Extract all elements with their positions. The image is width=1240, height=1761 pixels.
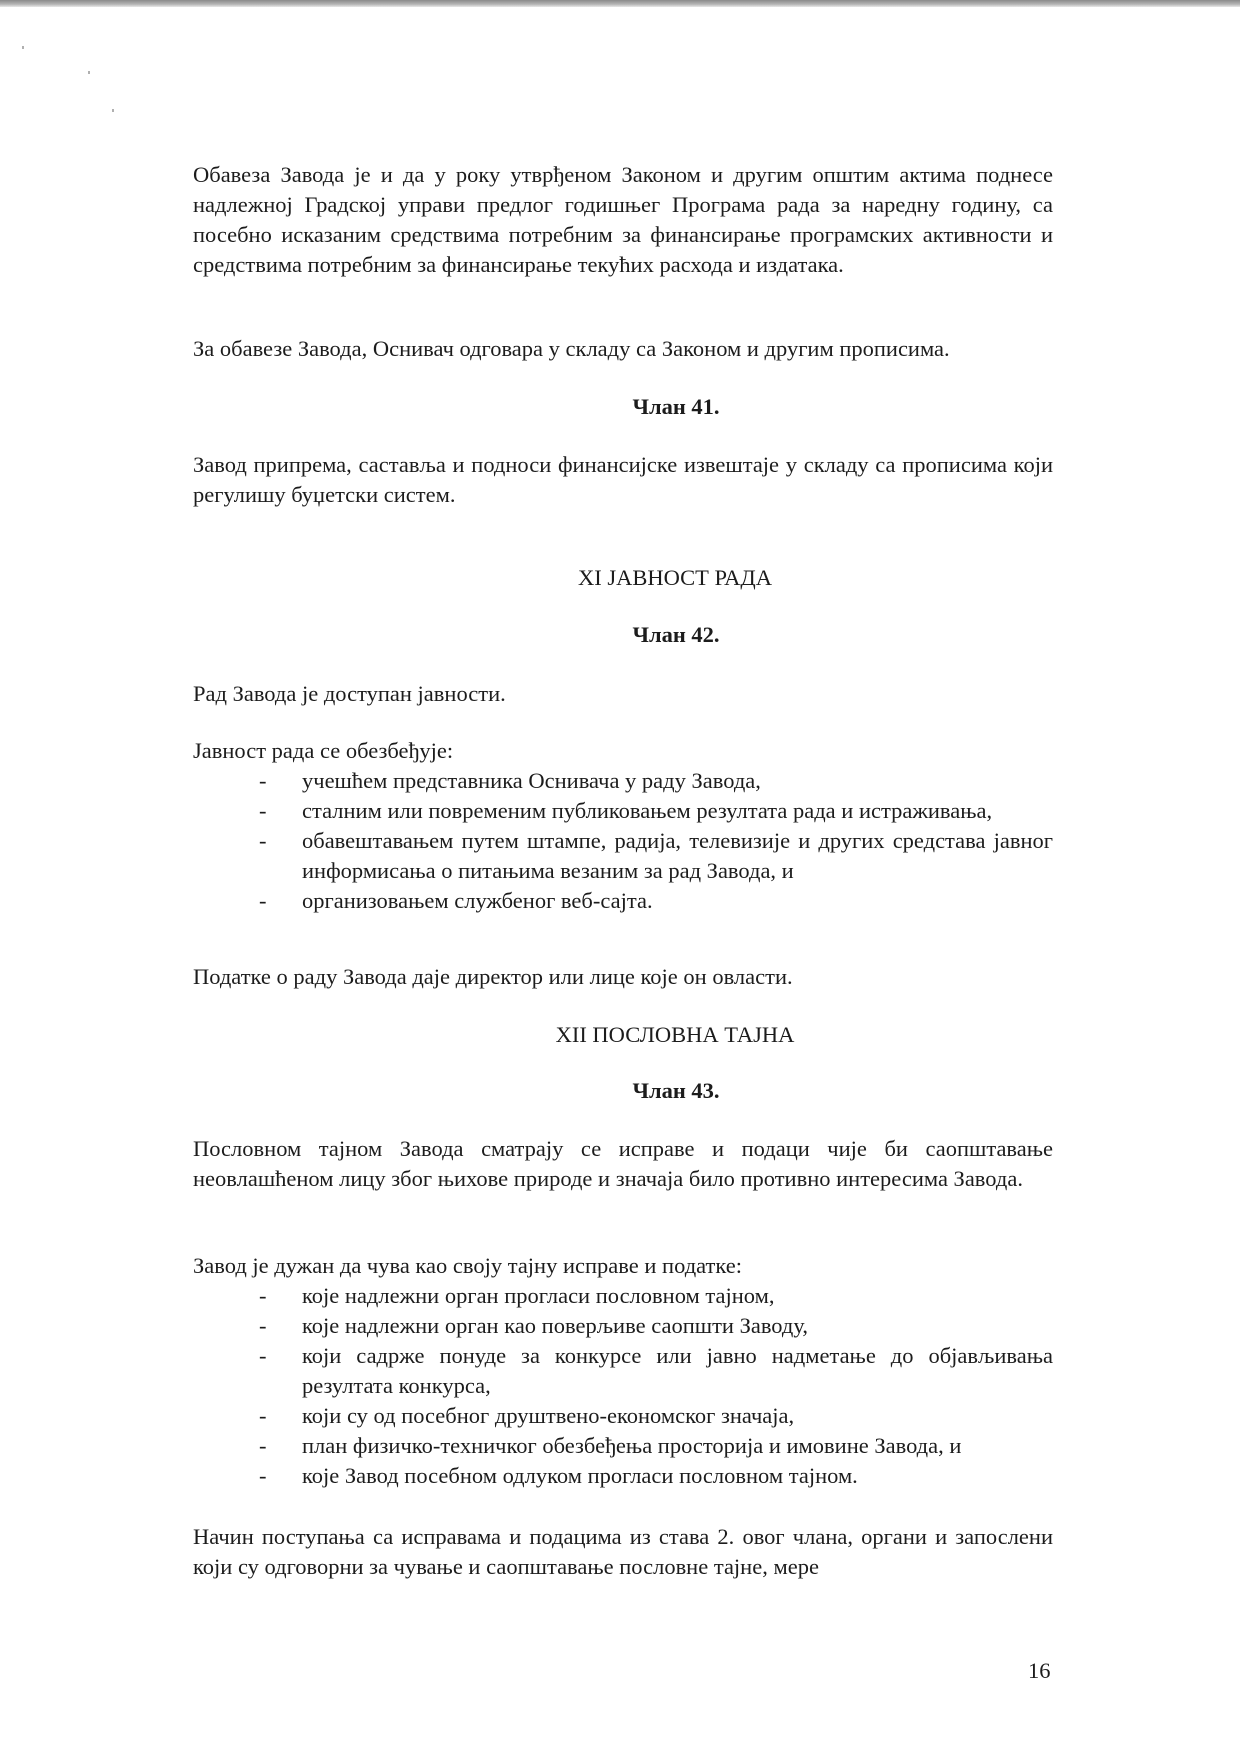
list-item [193,1281,1053,1311]
dash-bullet: - [259,798,267,823]
dash-bullet: - [259,888,267,913]
section-xi-heading: XI ЈАВНОСТ РАДА [577,565,772,590]
list-item-text: који су од посебног друштвено-економског значаја, [302,1403,795,1428]
dash-bullet: - [259,1283,267,1308]
article-42-title: Члан 42. [632,622,720,647]
list-item [193,826,1053,886]
scan-speck [88,71,90,74]
list-item-text: план физичко-техничког обезбеђења просторија и имовине Завода, и [302,1433,962,1458]
paragraph-business-secret-definition: Пословном тајном Завода сматрају се исправе и подаци чије би саопштавање неовлашћеном лицу због њихове природе и значаја било противно интересима Завода. [193,1136,1053,1191]
list-item [193,796,1053,826]
paragraph-director-info: Податке о раду Завода даје директор или лице које он овласти. [193,964,793,989]
scan-top-edge [0,0,1240,7]
list-item-text: које надлежни орган као поверљиве саопшти Заводу, [302,1313,808,1338]
dash-bullet: - [259,1463,267,1488]
dash-bullet: - [259,768,267,793]
article-43-title: Члан 43. [632,1078,720,1103]
dash-bullet: - [259,828,267,853]
paragraph-handling-procedure: Начин поступања са исправама и подацима из става 2. овог члана, органи и запослени који су одговорни за чување и саопштавање пословне тајне, мере [193,1524,1053,1579]
publicity-list [193,766,1053,916]
secret-list [193,1281,1053,1491]
dash-bullet: - [259,1313,267,1338]
scan-speck [112,109,114,112]
paragraph-founder-liability: За обавезе Завода, Оснивач одговара у складу са Законом и другим прописима. [193,336,950,361]
list-item-text: које надлежни орган прогласи пословном тајном, [302,1283,775,1308]
article-41-title: Члан 41. [632,394,720,419]
list-item [193,1431,1053,1461]
paragraph-work-public: Рад Завода је доступан јавности. [193,681,506,706]
list-item-text: које Завод посебном одлуком прогласи пословном тајном. [302,1463,858,1488]
list-item-text: учешћем представника Оснивача у раду Завода, [302,768,761,793]
list-item [193,1341,1053,1401]
scan-speck [22,46,24,49]
secret-list-section [193,1251,1053,1491]
dash-bullet: - [259,1433,267,1458]
paragraph-annual-program: Обавеза Завода је и да у року утврђеном Законом и другим општим актима поднесе надлежној Градској управи предлог годишњег Програма рада за наредну годину, са посебно исказаним средствима потребним за финансирање програмских активности и средствима потребним за финансирање текућих расхода и издатака. [193,162,1053,277]
list-item-text: организовањем службеног веб-сајта. [302,888,653,913]
publicity-list-intro: Јавност рада се обезбеђује: [193,738,454,763]
list-item-text: обавештавањем путем штампе, радија, телевизије и других средстава јавног информисања о питањима везаним за рад Завода, и [302,828,1053,883]
list-item [193,766,1053,796]
publicity-list-section [193,736,1053,916]
list-item [193,1461,1053,1491]
list-item-text: сталним или повременим публиковањем резултата рада и истраживања, [302,798,993,823]
list-item-text: који садрже понуде за конкурсе или јавно надметање до објављивања резултата конкурса, [302,1343,1053,1398]
article-41-text: Завод припрема, саставља и подноси финансијске извештаје у складу са прописима који регулишу буџетски систем. [193,452,1053,507]
dash-bullet: - [259,1403,267,1428]
list-item [193,1311,1053,1341]
page-number: 16 [1028,1658,1051,1683]
list-item [193,886,1053,916]
list-item [193,1401,1053,1431]
dash-bullet: - [259,1343,267,1368]
secret-list-intro: Завод је дужан да чува као своју тајну исправе и податке: [193,1253,742,1278]
section-xii-heading: XII ПОСЛОВНА ТАЈНА [555,1022,795,1047]
